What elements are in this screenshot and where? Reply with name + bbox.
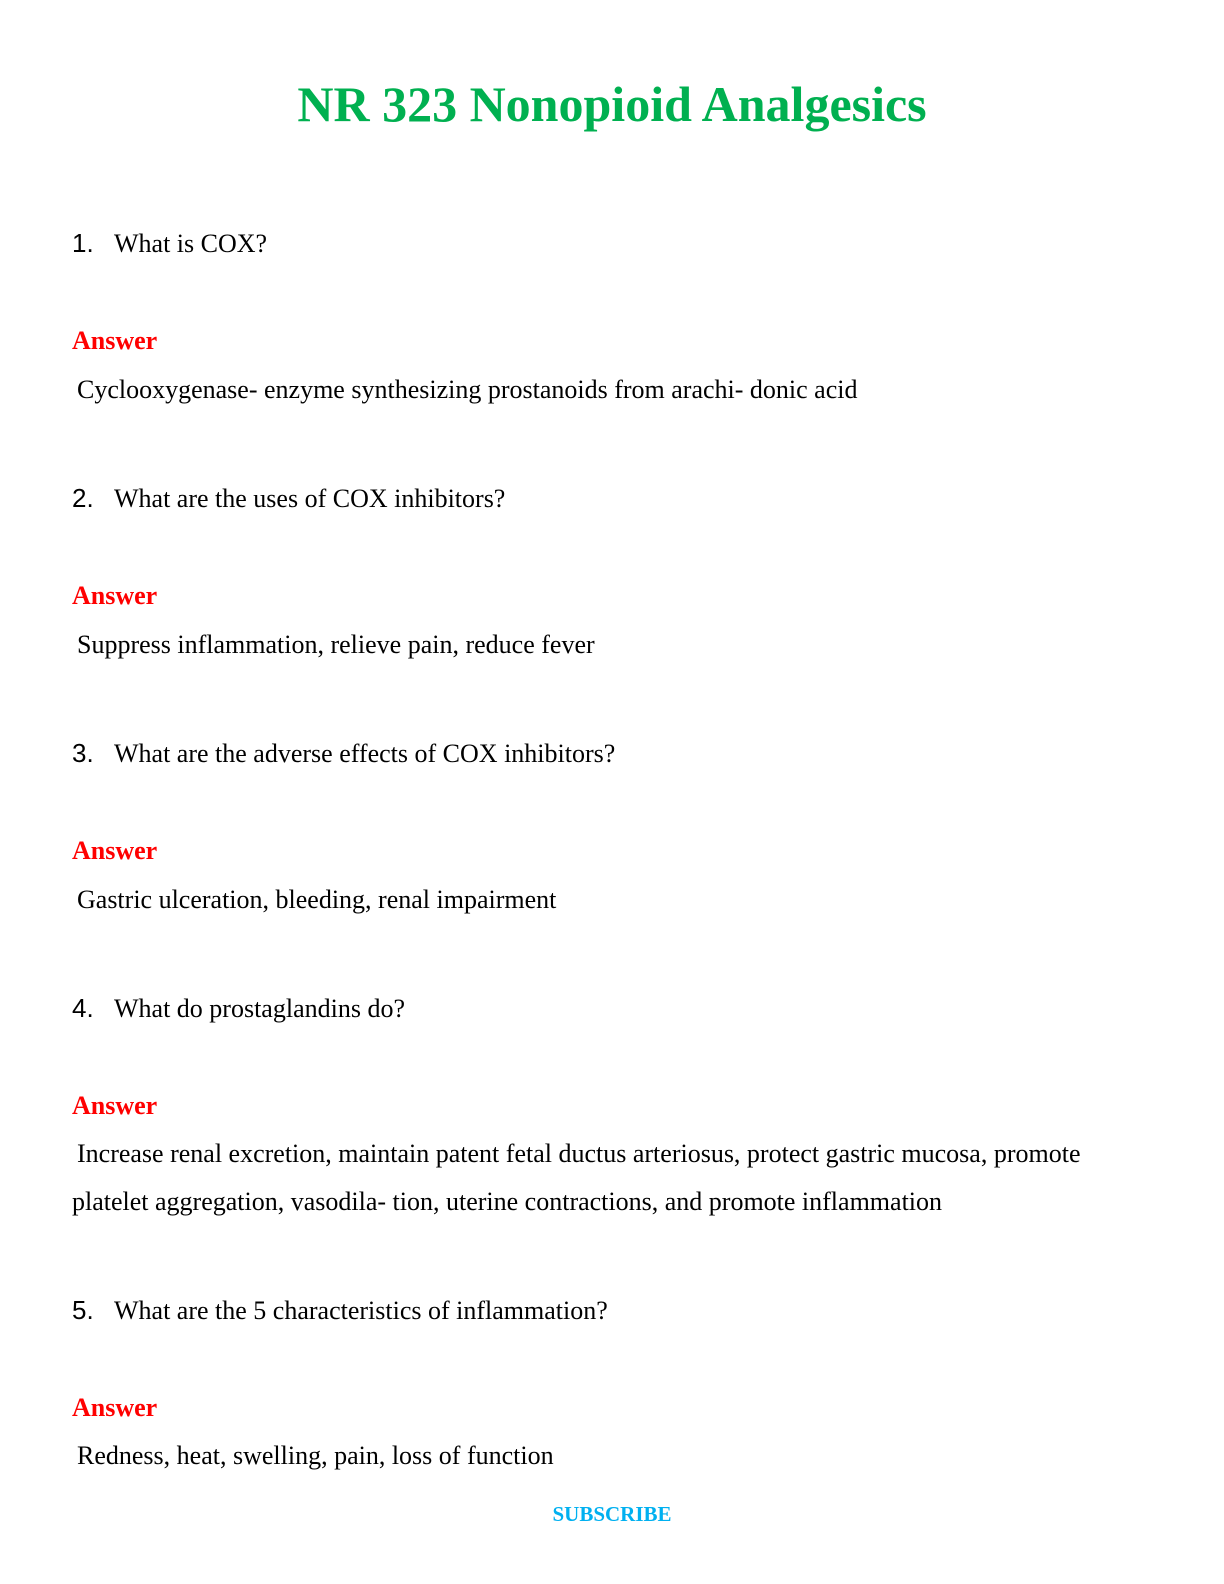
question-3 [72,738,615,769]
question-text: What are the adverse effects of COX inhibitors? [114,739,616,768]
answer-text: Suppress inflammation, relieve pain, reduce fever [77,630,595,659]
question-text: What is COX? [114,229,268,258]
answer-label: Answer [72,326,158,355]
question-1 [72,228,267,259]
question-text: What are the 5 characteristics of inflammation? [114,1296,608,1325]
question-text: What are the uses of COX inhibitors? [114,484,506,513]
answer-text: Increase renal excretion, maintain patent fetal ductus arteriosus, protect gastric mucosa, promote platelet aggregation, vasodila- tion, uterine contractions, and promote inflammation [72,1139,1081,1216]
question-5 [72,1295,608,1326]
question-number: 3. [72,738,94,768]
question-2 [72,483,505,514]
question-number: 1. [72,228,94,258]
answer-label: Answer [72,836,158,865]
answer-text: Cyclooxygenase- enzyme synthesizing prostanoids from arachi- donic acid [77,375,858,404]
question-number: 2. [72,483,94,513]
page-title: NR 323 Nonopioid Analgesics [297,76,927,132]
answer-label: Answer [72,1091,158,1120]
answer-label: Answer [72,1393,158,1422]
answer-text: Gastric ulceration, bleeding, renal impairment [77,885,557,914]
question-text: What do prostaglandins do? [114,994,405,1023]
question-4 [72,993,405,1024]
question-number: 5. [72,1295,94,1325]
subscribe-link[interactable]: SUBSCRIBE [552,1502,672,1526]
answer-text: Redness, heat, swelling, pain, loss of function [77,1441,554,1470]
answer-label: Answer [72,581,158,610]
question-number: 4. [72,993,94,1023]
